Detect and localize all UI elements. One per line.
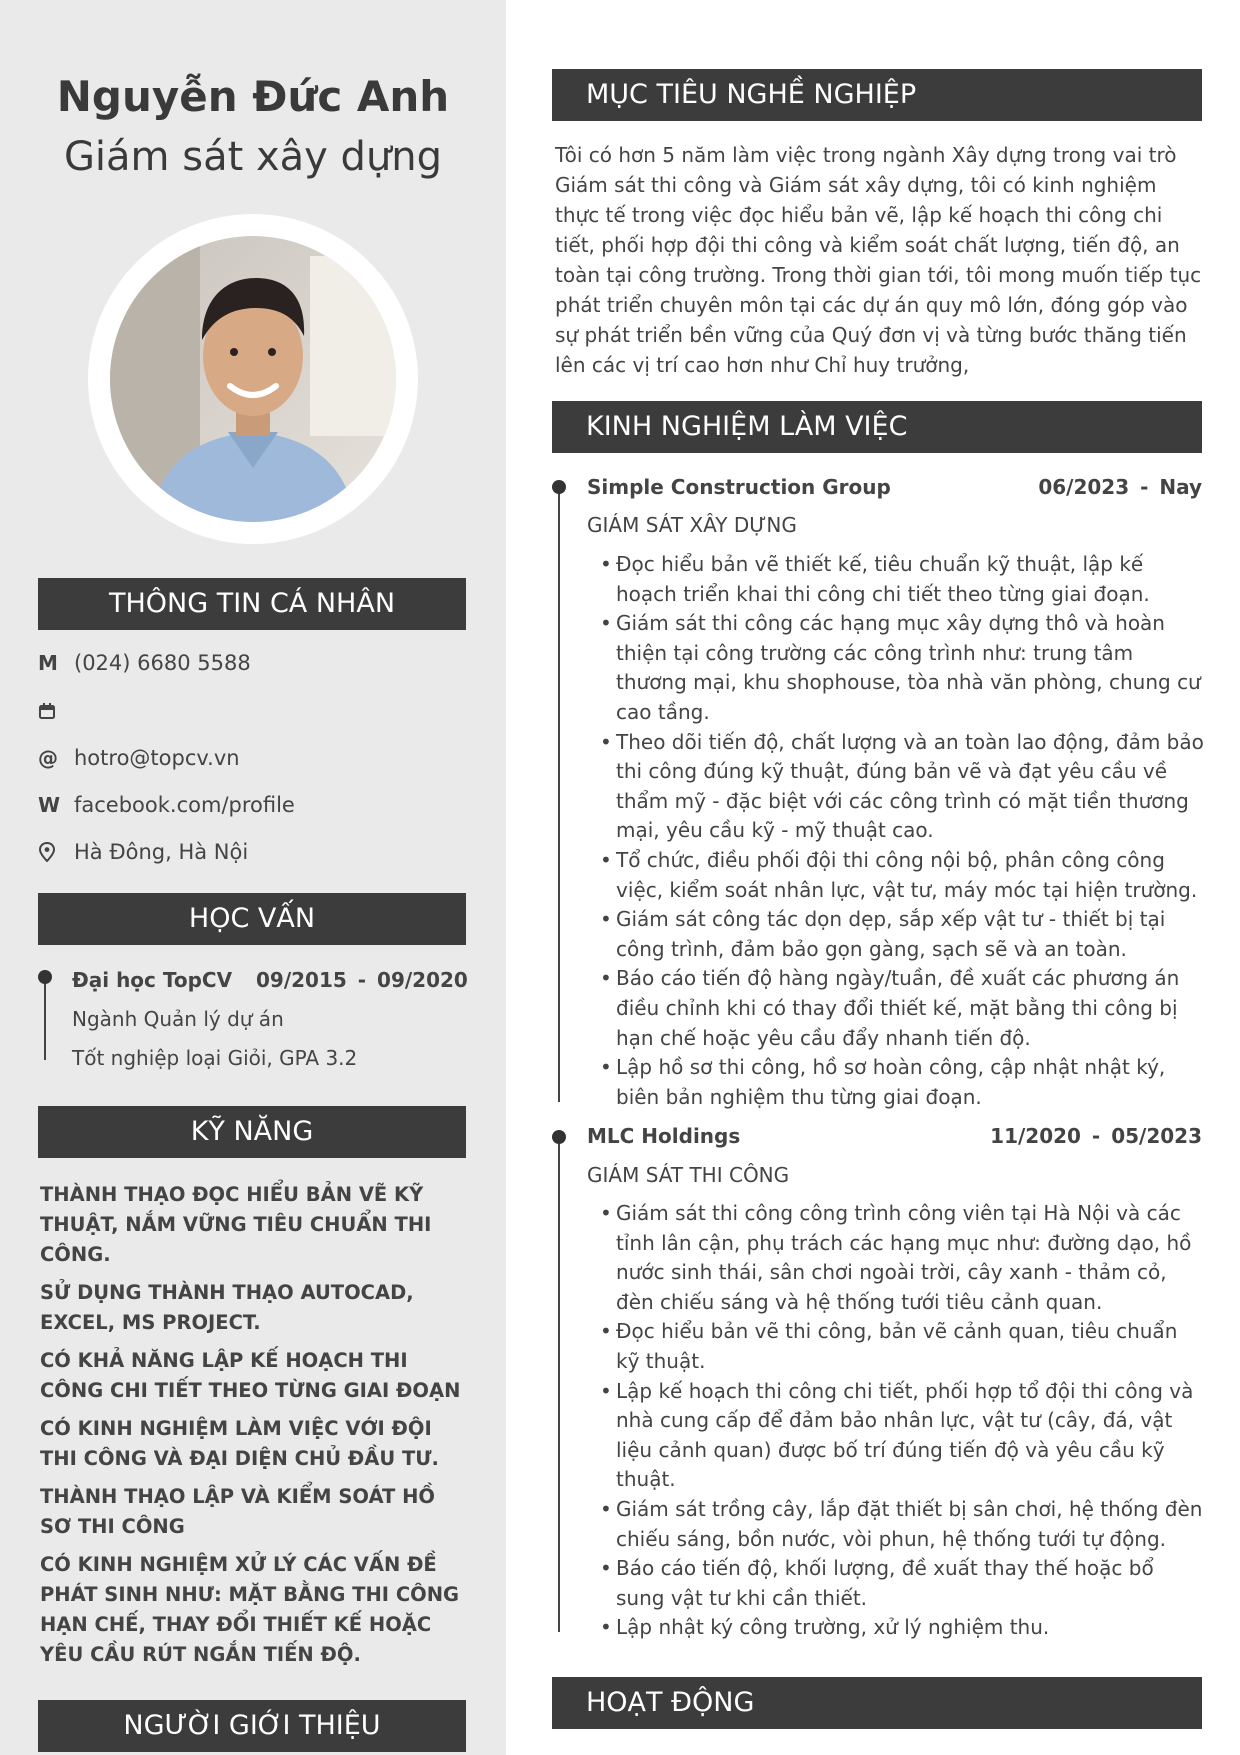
job-bullet: • Báo cáo tiến độ, khối lượng, đề xuất thay thế hoặc bổ sung vật tư khi cần thiết.: [600, 1554, 1204, 1613]
activities-heading: HOẠT ĐỘNG: [552, 1677, 1202, 1729]
avatar: [110, 236, 396, 522]
website-value: facebook.com/profile: [74, 793, 295, 817]
job-title: GIÁM SÁT XÂY DỰNG: [587, 513, 797, 537]
location-icon: [38, 842, 74, 862]
email-row: [38, 743, 240, 773]
education-timeline: [44, 976, 46, 1060]
job-bullets: [600, 550, 1204, 1112]
job-bullet: • Lập kế hoạch thi công chi tiết, phối hợp tổ đội thi công và nhà cung cấp để đảm bảo nhân lực, vật tư (cây, đá, vật liệu cảnh quan) được bố trí đúng tiến độ và yêu cầu kỹ thuật.: [600, 1377, 1204, 1495]
skill-item: CÓ KINH NGHIỆM LÀM VIỆC VỚI ĐỘI THI CÔNG VÀ ĐẠI DIỆN CHỦ ĐẦU TƯ.: [40, 1417, 439, 1470]
experience-timeline-dot: [552, 480, 566, 494]
referrer-heading: NGƯỜI GIỚI THIỆU: [38, 1700, 466, 1752]
experience-timeline: [558, 488, 560, 1102]
phone-value: (024) 6680 5588: [74, 651, 251, 675]
objective-heading: MỤC TIÊU NGHỀ NGHIỆP: [552, 69, 1202, 121]
experience-timeline-dot: [552, 1130, 566, 1144]
skills-list: [40, 1180, 470, 1678]
education-timeline-dot: [38, 970, 52, 984]
job-bullets: [600, 1199, 1204, 1643]
job-bullet: • Tổ chức, điều phối đội thi công nội bộ, phân công công việc, kiểm soát nhân lực, vật tư, máy móc tại hiện trường.: [600, 846, 1204, 905]
birthday-row: [38, 696, 74, 726]
experience-heading: KINH NGHIỆM LÀM VIỆC: [552, 401, 1202, 453]
address-row: [38, 837, 248, 867]
phone-icon: M: [38, 651, 58, 675]
education-major: Ngành Quản lý dự án: [72, 1007, 284, 1031]
job-bullet: • Lập nhật ký công trường, xử lý nghiệm thu.: [600, 1613, 1204, 1643]
skill-item: THÀNH THẠO LẬP VÀ KIỂM SOÁT HỒ SƠ THI CÔNG: [40, 1485, 436, 1538]
education-school: Đại học TopCV: [72, 968, 233, 992]
job-bullet: • Giám sát công tác dọn dẹp, sắp xếp vật tư - thiết bị tại công trình, đảm bảo gọn gàng, sạch sẽ và an toàn.: [600, 905, 1204, 964]
website-icon: W: [38, 793, 61, 817]
job-date: 06/2023 - Nay: [1038, 475, 1202, 499]
avatar-frame: [88, 214, 418, 544]
job-bullet: • Giám sát thi công công trình công viên tại Hà Nội và các tỉnh lân cận, phụ trách các hạng mục như: đường dạo, hồ nước sinh thái, sân chơi ngoài trời, cây xanh - thảm cỏ, đèn chiếu sáng và hệ thống tưới tiêu cảnh quan.: [600, 1199, 1204, 1317]
candidate-name: Nguyễn Đức Anh: [56, 72, 450, 121]
address-value: Hà Đông, Hà Nội: [74, 840, 249, 864]
website-row: [38, 790, 295, 820]
job-title: GIÁM SÁT THI CÔNG: [587, 1163, 790, 1187]
education-result: Tốt nghiệp loại Giỏi, GPA 3.2: [72, 1046, 358, 1070]
job-bullet: • Giám sát thi công các hạng mục xây dựng thô và hoàn thiện tại công trường các công trình như: trung tâm thương mại, khu shophouse, tòa nhà văn phòng, chung cư cao tầng.: [600, 609, 1204, 727]
education-date: 09/2015 - 09/2020: [256, 968, 468, 992]
job-company: Simple Construction Group: [587, 475, 891, 499]
job-company: MLC Holdings: [587, 1124, 741, 1148]
job-bullet: • Báo cáo tiến độ hàng ngày/tuần, đề xuất các phương án điều chỉnh khi có thay đổi thiết kế, mặt bằng thi công bị hạn chế hoặc yêu cầu đẩy nhanh tiến độ.: [600, 964, 1204, 1053]
email-value: hotro@topcv.vn: [74, 746, 240, 770]
job-date: 11/2020 - 05/2023: [990, 1124, 1202, 1148]
job-bullet: • Theo dõi tiến độ, chất lượng và an toàn lao động, đảm bảo thi công đúng kỹ thuật, đúng bản vẽ và đạt yêu cầu về thẩm mỹ - đặc biệt với các công trình có mặt tiền thương mại, yêu cầu kỹ - mỹ thuật cao.: [600, 728, 1204, 846]
email-icon: @: [38, 746, 58, 770]
calendar-icon: [38, 702, 74, 720]
job-bullet: • Đọc hiểu bản vẽ thiết kế, tiêu chuẩn kỹ thuật, lập kế hoạch triển khai thi công chi tiết theo từng giai đoạn.: [600, 550, 1204, 609]
skill-item: CÓ KINH NGHIỆM XỬ LÝ CÁC VẤN ĐỀ PHÁT SINH NHƯ: MẶT BẰNG THI CÔNG HẠN CHẾ, THAY ĐỔI THIẾT KẾ HOẶC YÊU CẦU RÚT NGẮN TIẾN ĐỘ.: [40, 1553, 460, 1666]
skill-item: CÓ KHẢ NĂNG LẬP KẾ HOẠCH THI CÔNG CHI TIẾT THEO TỪNG GIAI ĐOẠN: [40, 1349, 461, 1402]
skill-item: THÀNH THẠO ĐỌC HIỂU BẢN VẼ KỸ THUẬT, NẮM VỮNG TIÊU CHUẨN THI CÔNG.: [40, 1183, 432, 1266]
job-bullet: • Giám sát trồng cây, lắp đặt thiết bị sân chơi, hệ thống đèn chiếu sáng, bồn nước, vòi phun, hệ thống tưới tự động.: [600, 1495, 1204, 1554]
job-bullet: • Lập hồ sơ thi công, hồ sơ hoàn công, cập nhật nhật ký, biên bản nghiệm thu từng giai đoạn.: [600, 1053, 1204, 1112]
personal-info-heading: THÔNG TIN CÁ NHÂN: [38, 578, 466, 630]
skill-item: SỬ DỤNG THÀNH THẠO AUTOCAD, EXCEL, MS PROJECT.: [40, 1281, 414, 1334]
education-heading: HỌC VẤN: [38, 893, 466, 945]
phone-row: [38, 648, 251, 678]
job-bullet: • Đọc hiểu bản vẽ thi công, bản vẽ cảnh quan, tiêu chuẩn kỹ thuật.: [600, 1317, 1204, 1376]
objective-text: Tôi có hơn 5 năm làm việc trong ngành Xây dựng trong vai trò Giám sát thi công và Giám sát xây dựng, tôi có kinh nghiệm thực tế trong việc đọc hiểu bản vẽ, lập kế hoạch thi công chi tiết, phối hợp đội thi công và kiểm soát chất lượng, tiến độ, an toàn tại công trường. Trong thời gian tới, tôi mong muốn tiếp tục phát triển chuyên môn tại các dự án quy mô lớn, đóng góp vào sự phát triển bền vững của Quý đơn vị và từng bước thăng tiến lên các vị trí cao hơn như Chỉ huy trưởng,: [555, 143, 1202, 377]
experience-timeline: [558, 1138, 560, 1632]
skills-heading: KỸ NĂNG: [38, 1106, 466, 1158]
candidate-role: Giám sát xây dựng: [63, 134, 443, 180]
